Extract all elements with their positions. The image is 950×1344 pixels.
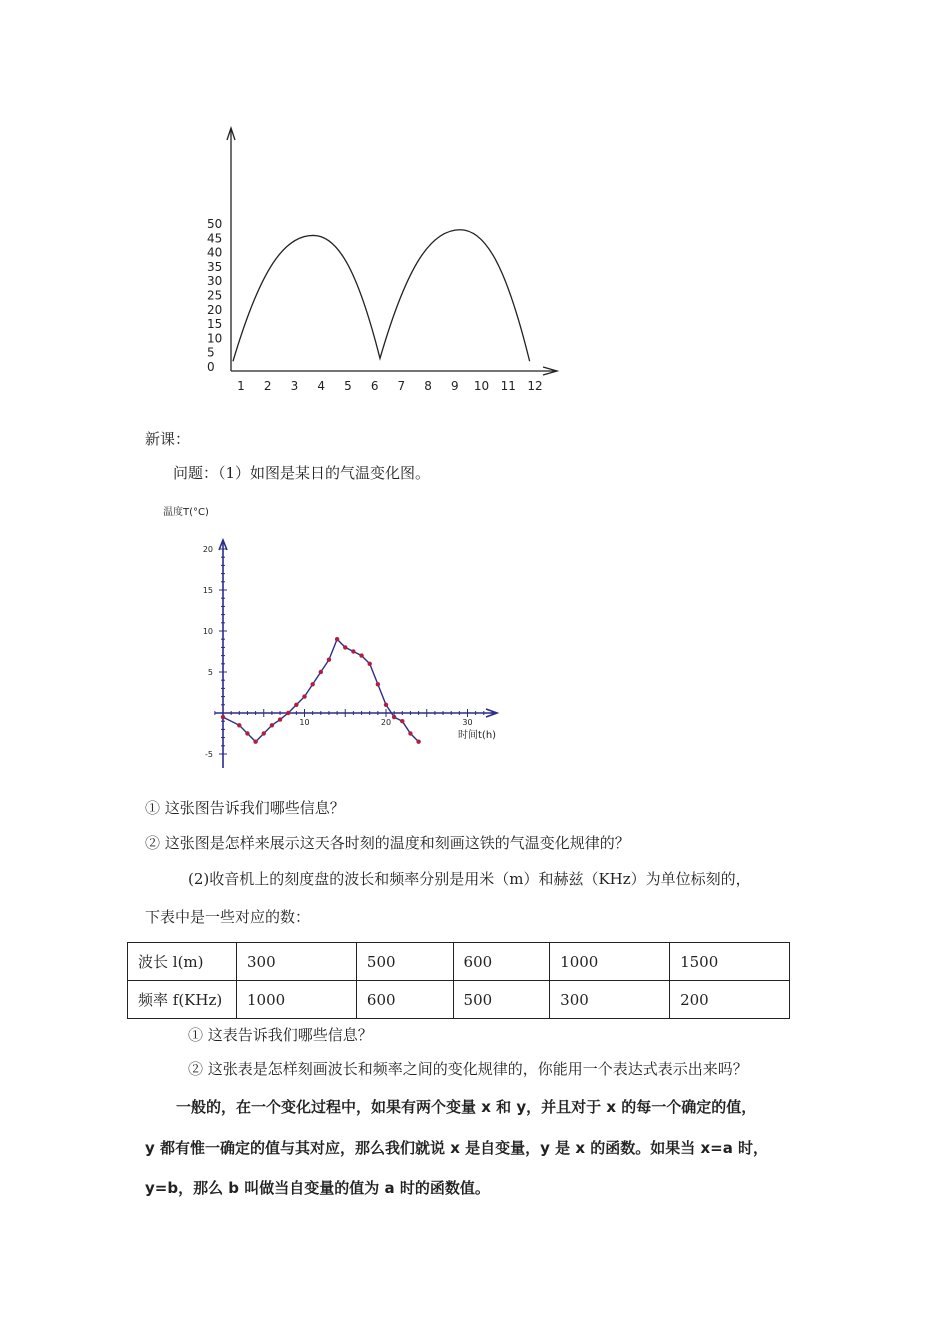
table-cell: 500 — [453, 981, 550, 1019]
data-point — [270, 723, 274, 727]
data-point — [335, 637, 339, 641]
question-2b: ② 这张表是怎样刻画波长和频率之间的变化规律的，你能用一个表达式表示出来吗？ — [188, 1060, 748, 1078]
data-point — [278, 717, 282, 721]
y-tick-label: 35 — [207, 259, 223, 274]
table-cell: 1000 — [237, 981, 357, 1019]
question-1a: ① 这张图告诉我们哪些信息？ — [145, 799, 345, 817]
data-point — [286, 711, 290, 715]
data-point — [392, 715, 396, 719]
x-tick-label: 4 — [317, 379, 326, 393]
y-tick-label: 10 — [207, 331, 223, 346]
chart-top — [195, 122, 575, 404]
x-tick-label: 7 — [397, 379, 406, 393]
question-2: (2)收音机上的刻度盘的波长和频率分别是用米（m）和赫兹（KHz）为单位标刻的， — [188, 870, 751, 888]
data-point — [408, 731, 412, 735]
table-row — [128, 943, 790, 981]
y-tick-label: 25 — [207, 288, 223, 303]
y-tick-label: 20 — [202, 545, 213, 554]
chart-temperature — [160, 500, 520, 780]
data-point — [416, 740, 420, 744]
data-point — [245, 731, 249, 735]
data-point — [294, 703, 298, 707]
table-cell: 1000 — [550, 943, 670, 981]
data-point — [302, 694, 306, 698]
series-line — [233, 230, 530, 362]
data-point — [253, 740, 257, 744]
data-point — [327, 658, 331, 662]
heading-new-lesson: 新课： — [145, 430, 191, 448]
data-point — [400, 719, 404, 723]
wavelength-frequency-table — [127, 942, 790, 1019]
y-axis-label: 温度T(°C) — [163, 507, 209, 518]
table-cell: 300 — [237, 943, 357, 981]
data-point — [310, 682, 314, 686]
data-point — [351, 649, 355, 653]
y-tick-label: 15 — [207, 317, 223, 332]
table-cell: 频率 f(KHz) — [128, 981, 237, 1019]
table-cell: 600 — [356, 981, 453, 1019]
x-tick-label: 12 — [527, 379, 543, 393]
x-tick-label: 2 — [263, 379, 272, 393]
x-tick-label: 11 — [500, 379, 516, 393]
x-tick-label: 9 — [450, 379, 459, 393]
y-tick-label: 20 — [207, 302, 223, 317]
table-cell: 300 — [550, 981, 670, 1019]
x-tick-label: 30 — [462, 718, 473, 727]
data-point — [384, 703, 388, 707]
y-tick-label: 45 — [207, 231, 223, 246]
x-tick-label: 3 — [290, 379, 299, 393]
x-tick-label: 1 — [237, 379, 245, 393]
y-tick-label: 30 — [207, 274, 223, 289]
data-point — [368, 662, 372, 666]
table-row — [128, 981, 790, 1019]
x-tick-label: 10 — [299, 718, 310, 727]
x-axis-label: 时间t(h) — [458, 730, 497, 741]
table-cell: 200 — [670, 981, 790, 1019]
y-tick-label: 50 — [207, 217, 223, 231]
x-tick-label: 5 — [344, 379, 352, 393]
question-1b: ② 这张图是怎样来展示这天各时刻的温度和刻画这铁的气温变化规律的？ — [145, 834, 630, 852]
definition-line-2: y 都有惟一确定的值与其对应，那么我们就说 x 是自变量，y 是 x 的函数。如果当 x=a 时， — [145, 1139, 769, 1157]
data-point — [359, 653, 363, 657]
y-tick-label: 40 — [207, 245, 223, 260]
table-cell: 1500 — [670, 943, 790, 981]
table-cell: 600 — [453, 943, 550, 981]
table-cell: 波长 l(m) — [128, 943, 237, 981]
y-tick-label: -5 — [205, 750, 213, 759]
x-tick-label: 8 — [424, 379, 432, 393]
data-point — [319, 670, 323, 674]
question-1: 问题：（1）如图是某日的气温变化图。 — [173, 464, 431, 482]
data-point — [262, 731, 266, 735]
data-point — [221, 715, 225, 719]
table-intro: 下表中是一些对应的数： — [145, 908, 311, 926]
table-cell: 500 — [356, 943, 453, 981]
data-point — [343, 645, 347, 649]
definition-line-3: y=b，那么 b 叫做当自变量的值为 a 时的函数值。 — [145, 1179, 490, 1197]
y-tick-label: 5 — [207, 345, 215, 360]
y-tick-label: 0 — [207, 360, 215, 374]
data-point — [237, 723, 241, 727]
question-2a: ① 这表告诉我们哪些信息？ — [188, 1026, 373, 1044]
y-tick-label: 10 — [202, 627, 213, 636]
data-point — [376, 682, 380, 686]
x-tick-label: 10 — [473, 379, 490, 393]
y-tick-label: 5 — [207, 668, 213, 677]
x-tick-label: 20 — [380, 718, 392, 727]
x-tick-label: 6 — [370, 379, 379, 393]
definition-line-1: 一般的，在一个变化过程中，如果有两个变量 x 和 y，并且对于 x 的每一个确定的值， — [176, 1098, 757, 1116]
y-tick-label: 15 — [202, 586, 213, 595]
